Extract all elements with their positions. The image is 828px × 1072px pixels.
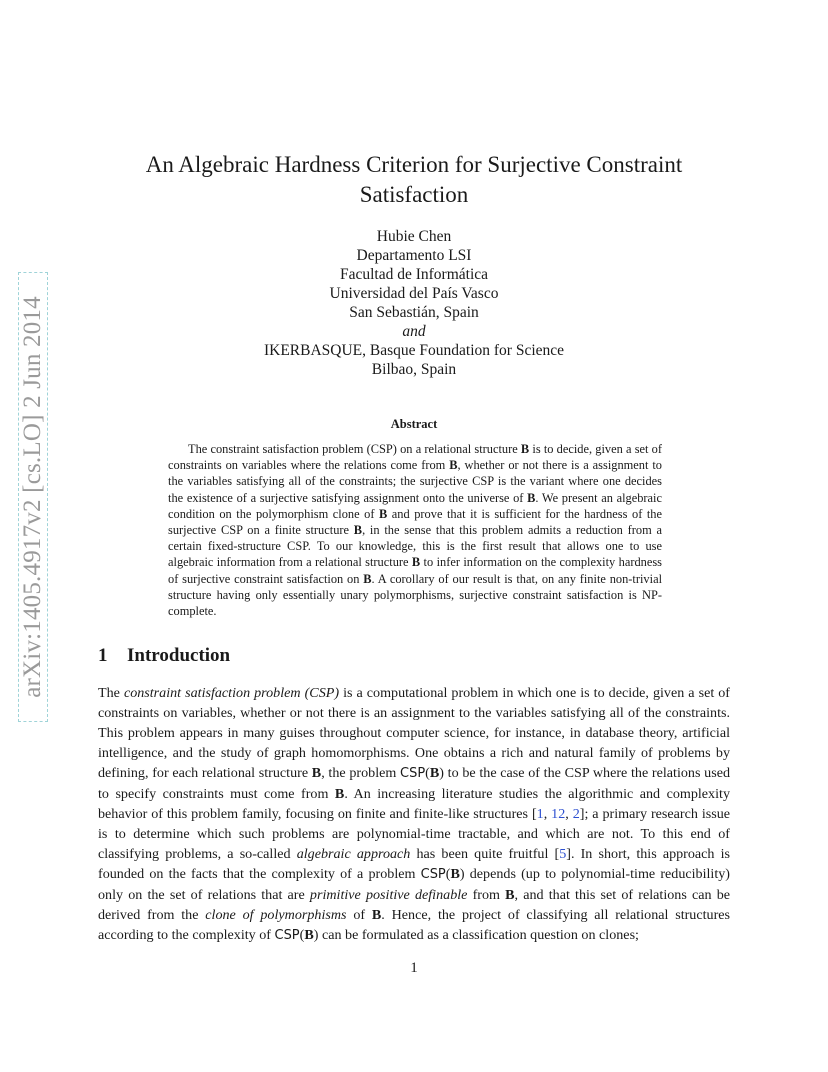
- paper-title: An Algebraic Hardness Criterion for Surjective Constraint Satisfaction: [145, 152, 683, 207]
- author-name: Hubie Chen: [376, 228, 452, 245]
- section-title: Introduction: [127, 645, 231, 666]
- author-block: [180, 227, 648, 379]
- citation-link[interactable]: 2: [572, 806, 580, 822]
- arxiv-stamp: [18, 272, 48, 722]
- affiliation-line: Bilbao, Spain: [371, 361, 457, 378]
- affiliation-line: Facultad de Informática: [339, 266, 489, 283]
- arxiv-identifier: arXiv:1405.4917v2 [cs.LO] 2 Jun 2014: [19, 296, 46, 698]
- affiliation-line: IKERBASQUE, Basque Foundation for Science: [263, 342, 565, 359]
- section-number: 1: [98, 645, 108, 666]
- affiliation-line: Universidad del País Vasco: [329, 285, 499, 302]
- section-heading: [98, 645, 230, 667]
- abstract-heading: Abstract: [390, 417, 438, 431]
- affiliation-line: Departamento LSI: [356, 247, 472, 264]
- affiliation-line: San Sebastián, Spain: [349, 304, 479, 321]
- introduction-paragraph: The constraint satisfaction problem (CSP) is a computational problem in which one is to decide, given a set of constraints on variables, whether or not there is an assignment to the variables satisfying all of the constraints. This problem appears in many guises throughout computer science, for instance, in database theory, artificial intelligence, and the study of graph homomorphisms. One obtains a rich and natural family of problems by defining, for each relational structure B, the problem CSP(B) to be the case of the CSP where the relations used to specify constraints must come from B. An increasing literature studies the algorithmic and complexity behavior of this problem family, focusing on finite and finite-like structures [1, 12, 2]; a primary research issue is to determine which such problems are polynomial-time tractable, and which are not. To this end of classifying problems, a so-called algebraic approach has been quite fruitful [5]. In short, this approach is founded on the facts that the complexity of a problem CSP(B) depends (up to polynomial-time reducibility) only on the set of relations that are primitive positive definable from B, and that this set of relations can be derived from the clone of polymorphisms of B. Hence, the project of classifying all relational structures according to the complexity of CSP(B) can be formulated as a classification question on clones;: [98, 685, 731, 943]
- page-number: 1: [410, 960, 418, 976]
- affiliation-conjunction: and: [402, 323, 426, 340]
- citation-link[interactable]: 1: [536, 806, 544, 822]
- citation-link[interactable]: 12: [551, 806, 566, 822]
- abstract-text: The constraint satisfaction problem (CSP) on a relational structure B is to decide, given a set of constraints on variables where the relations come from B, whether or not there is a assignment to the variables satisfying all of the constraints; the surjective CSP is the variant where one decides the existence of a surjective satisfying assignment onto the universe of B. We present an algebraic condition on the polymorphism clone of B and prove that it is sufficient for the hardness of the surjective CSP on a finite structure B, in the sense that this problem admits a reduction from a certain fixed-structure CSP. To our knowledge, this is the first result that allows one to use algebraic information from a relational structure B to infer information on the complexity hardness of surjective constraint satisfaction on B. A corollary of our result is that, on any finite non-trivial structure having only essentially unary polymorphisms, surjective constraint satisfaction is NP-complete.: [168, 442, 663, 619]
- citation-link[interactable]: 5: [559, 846, 567, 862]
